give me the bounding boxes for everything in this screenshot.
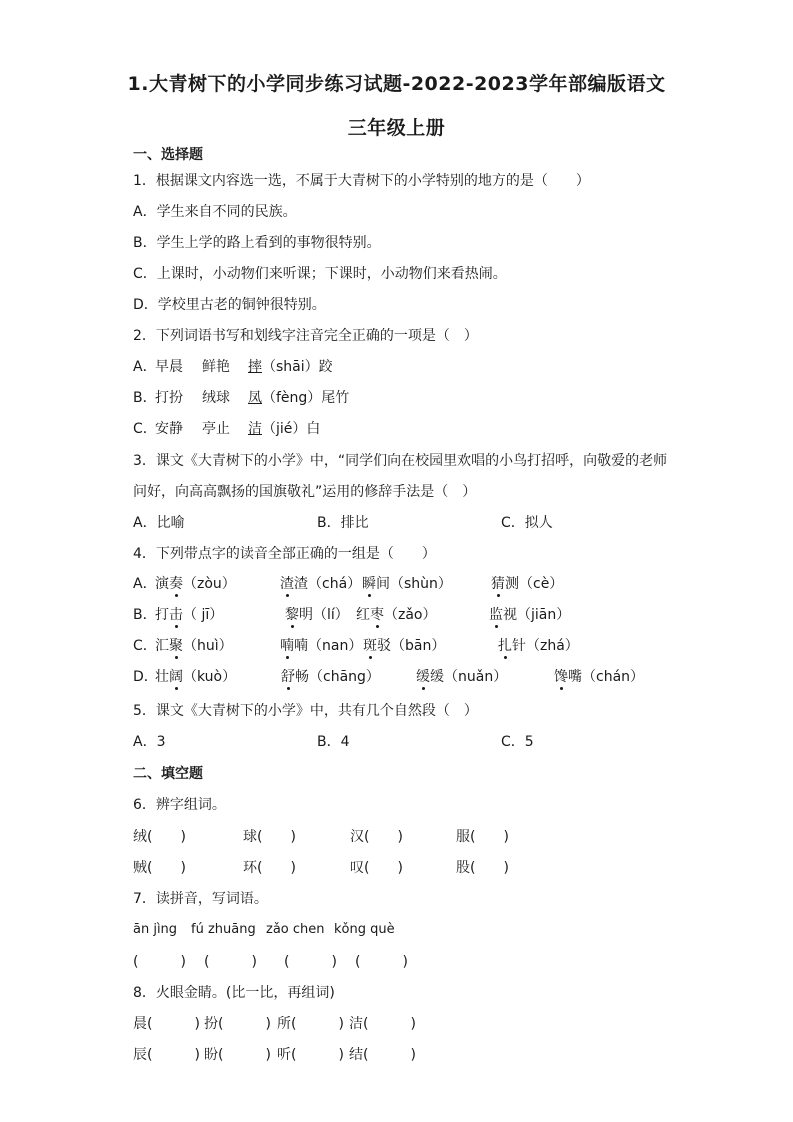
q7-pinyin: kǒng què [334,922,395,937]
pinyin-item: 渣渣（chá） [280,576,362,592]
q8-blank: 辰( ) [133,1047,200,1063]
section-choice-heading: 一、选择题 [133,147,203,163]
option-label: D． [133,669,158,685]
word: 亭止 [202,421,230,437]
title-line-1: 1.大青树下的小学同步练习试题-2022-2023学年部编版语文 [127,73,666,95]
dotted-char: 监 [489,607,503,623]
pinyin-item: 监视（jiān） [489,607,571,623]
q7-blank: ( ) [204,954,257,970]
q5-option-b: B．4 [317,734,350,750]
q8-blank: 洁( ) [349,1016,416,1032]
pinyin-item: 猜测（cè） [491,576,564,592]
dotted-char: 阔 [169,669,183,685]
q8-blank: 听( ) [277,1047,344,1063]
dotted-char: 斑 [363,638,377,654]
pinyin-item: 馋嘴（chán） [554,669,645,685]
pinyin-item: 斑驳（bān） [363,638,446,654]
q6-blank: 服( ) [456,829,509,845]
q5-stem: 5．课文《大青树下的小学》中，共有几个自然段（ ） [133,703,478,719]
q5-option-a: A．3 [133,734,166,750]
q8-blank: 扮( ) [204,1016,271,1032]
q6-blank: 贼( ) [133,860,186,876]
pinyin-item: 舒畅（chāng） [281,669,380,685]
q8-blank: 盼( ) [204,1047,271,1063]
underlined-char: 凤 [248,390,262,406]
dotted-char: 奏 [169,576,183,592]
pinyin-item: 汇聚（huì） [155,638,233,654]
option-label: B． [133,390,157,406]
option-label: C． [133,638,157,654]
pinyin-item: 红枣（zǎo） [356,607,437,623]
q6-blank: 股( ) [456,860,509,876]
pinyin-item: 瞬间（shùn） [362,576,452,592]
q1-option-a: A．学生来自不同的民族。 [133,204,297,220]
option-label: C． [133,421,157,437]
q8-stem: 8．火眼金睛。(比一比，再组词) [133,985,335,1001]
option-label: A． [133,576,157,592]
q3-stem-line-1: 3．课文《大青树下的小学》中，“同学们向在校园里欢唱的小鸟打招呼，向敬爱的老师 [133,453,668,469]
pinyin-item: 壮阔（kuò） [155,669,237,685]
q4-stem: 4．下列带点字的读音全部正确的一组是（ ） [133,546,436,562]
q6-blank: 叹( ) [350,860,403,876]
q3-option-c: C．拟人 [501,515,553,531]
q6-blank: 球( ) [243,829,296,845]
dotted-char: 枣 [370,607,384,623]
q8-blank: 晨( ) [133,1016,200,1032]
title-line-2: 三年级上册 [347,117,446,139]
dotted-char: 馋 [554,669,568,685]
pinyin-item: 演奏（zòu） [155,576,236,592]
q7-blank: ( ) [133,954,186,970]
q8-blank: 结( ) [349,1047,416,1063]
q7-blank: ( ) [284,954,337,970]
pinyin-item: 凤（fèng）尾竹 [248,390,350,406]
underlined-char: 洁 [248,421,262,437]
word: 打扮 [155,390,183,406]
dotted-char: 舒 [281,669,295,685]
section-fill-heading: 二、填空题 [133,766,203,782]
q7-stem: 7．读拼音，写词语。 [133,891,268,907]
pinyin-item: 缓缓（nuǎn） [416,669,508,685]
word: 早晨 [155,359,183,375]
q6-stem: 6．辨字组词。 [133,797,226,813]
q7-blank: ( ) [355,954,408,970]
q1-option-d: D．学校里古老的铜钟很特别。 [133,297,326,313]
dotted-char: 击 [169,607,183,623]
q1-stem: 1．根据课文内容选一选，不属于大青树下的小学特别的地方的是（ ） [133,173,590,189]
q6-blank: 绒( ) [133,829,186,845]
q6-blank: 环( ) [243,860,296,876]
dotted-char: 缓 [416,669,430,685]
q7-pinyin: ān jìng [133,922,178,937]
q7-pinyin: fú zhuāng [191,922,256,937]
dotted-char: 渣 [280,576,294,592]
pinyin-item: 喃喃（nan） [280,638,363,654]
dotted-char: 猜 [491,576,505,592]
q6-blank: 汉( ) [350,829,403,845]
word: 鲜艳 [202,359,230,375]
q3-option-a: A．比喻 [133,515,185,531]
dotted-char: 黎 [285,607,299,623]
word: 绒球 [202,390,230,406]
q1-option-b: B．学生上学的路上看到的事物很特别。 [133,235,381,251]
pinyin-item: 黎明（lí） [285,607,349,623]
dotted-char: 扎 [498,638,512,654]
q7-pinyin: zǎo chen [266,922,325,937]
dotted-char: 瞬 [362,576,376,592]
underlined-char: 摔 [248,359,262,375]
option-label: B． [133,607,157,623]
pinyin-item: 打击（ jī） [155,607,224,623]
q3-stem-line-2: 问好，向高高飘扬的国旗敬礼”运用的修辞手法是（ ） [133,484,477,500]
option-label: A． [133,359,157,375]
q2-stem: 2．下列词语书写和划线字注音完全正确的一项是（ ） [133,328,478,344]
q1-option-c: C．上课时，小动物们来听课；下课时，小动物们来看热闹。 [133,266,507,282]
q8-blank: 所( ) [277,1016,344,1032]
q5-option-c: C．5 [501,734,534,750]
dotted-char: 喃 [280,638,294,654]
dotted-char: 聚 [169,638,183,654]
word: 安静 [155,421,183,437]
q3-option-b: B．排比 [317,515,369,531]
pinyin-item: 摔（shāi）跤 [248,359,333,375]
pinyin-item: 扎针（zhá） [498,638,579,654]
pinyin-item: 洁（jié）白 [248,421,321,437]
